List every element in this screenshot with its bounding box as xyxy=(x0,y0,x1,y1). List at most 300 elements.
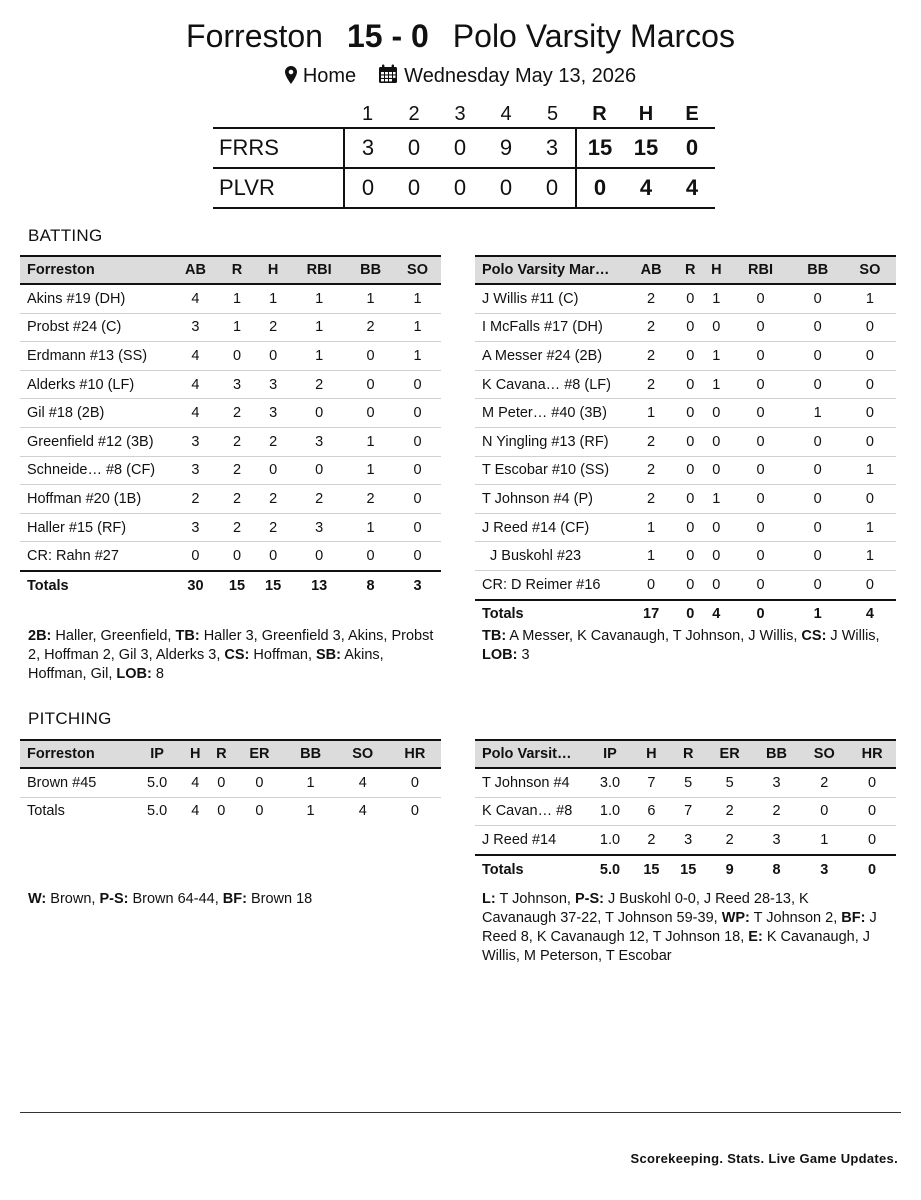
stat-cell: 0 xyxy=(792,513,844,542)
totals-cell: 1 xyxy=(306,803,315,820)
note-key: P-S: xyxy=(99,891,129,907)
table-row xyxy=(475,456,896,485)
stat-cell: 0 xyxy=(677,284,703,313)
stat-cell: 4 xyxy=(337,768,389,797)
player-name: N Yingling #13 (RF) xyxy=(475,427,625,456)
map-pin-icon xyxy=(285,64,297,92)
stat-cell: 1 xyxy=(703,485,729,514)
stat-cell: 0 xyxy=(729,542,791,571)
stat-cell: 0 xyxy=(677,399,703,428)
stat-cell: 0 xyxy=(347,399,394,428)
stat-cell: 1 xyxy=(394,284,441,313)
stat-cell: 0 xyxy=(848,768,896,797)
stat-cell: 0 xyxy=(792,313,844,342)
player-name: Akins #19 (DH) xyxy=(20,284,172,313)
stat-cell: 4 xyxy=(172,399,219,428)
column-header: ER xyxy=(707,740,753,768)
stat-cell: 0 xyxy=(729,456,791,485)
column-header: R xyxy=(208,740,234,768)
totals-cell: 13 xyxy=(291,571,347,600)
stat-cell: 4 xyxy=(172,342,219,371)
table-row xyxy=(20,542,441,571)
stat-cell: 2 xyxy=(291,370,347,399)
column-header: IP xyxy=(587,740,633,768)
stat-cell: 2 xyxy=(707,826,753,855)
stat-cell: 1 xyxy=(800,826,848,855)
pitching-notes-forreston xyxy=(28,890,443,909)
player-name: Erdmann #13 (SS) xyxy=(20,342,172,371)
table-row xyxy=(20,427,441,456)
linescore-team: PLVR xyxy=(213,168,344,208)
pitching-table-forreston xyxy=(20,739,441,825)
stat-cell: 5 xyxy=(670,768,707,797)
note-value: Hoffman, xyxy=(249,647,316,663)
totals-label: Totals xyxy=(20,571,172,600)
stat-cell: 0 xyxy=(703,570,729,599)
stat-cell: 2 xyxy=(255,313,291,342)
totals-cell: 15 xyxy=(255,571,291,600)
stat-cell: 3 xyxy=(172,513,219,542)
table-row xyxy=(20,399,441,428)
batting-notes-polo xyxy=(482,627,897,665)
pitching-table-polo xyxy=(475,739,896,883)
stat-cell: 2 xyxy=(347,485,394,514)
team-column-header: Polo Varsit… xyxy=(475,740,587,768)
stat-cell: 2 xyxy=(255,485,291,514)
note-value: T Johnson, xyxy=(495,891,575,907)
stat-cell: 3 xyxy=(172,456,219,485)
away-team-name: Forreston xyxy=(186,18,323,54)
column-header: BB xyxy=(792,256,844,284)
inning-score: 3 xyxy=(344,128,391,168)
stat-cell: 0 xyxy=(625,570,677,599)
stat-cell: 0 xyxy=(729,570,791,599)
inning-score: 0 xyxy=(529,168,576,208)
stat-cell: 7 xyxy=(670,797,707,826)
stat-cell: 0 xyxy=(394,399,441,428)
column-header: RBI xyxy=(291,256,347,284)
player-name: M Peter… #40 (3B) xyxy=(475,399,625,428)
errors-total: 0 xyxy=(669,128,715,168)
totals-cell: 15 xyxy=(219,571,255,600)
stat-cell: 0 xyxy=(792,427,844,456)
stat-cell: 2 xyxy=(219,399,255,428)
stat-cell: 0 xyxy=(677,456,703,485)
table-row xyxy=(20,370,441,399)
column-header: RBI xyxy=(729,256,791,284)
linescore-col: 2 xyxy=(408,102,420,125)
totals-cell: 3 xyxy=(394,571,441,600)
note-key: TB: xyxy=(482,628,507,644)
table-row xyxy=(475,570,896,599)
stat-cell: 1 xyxy=(291,313,347,342)
stat-cell: 0 xyxy=(677,513,703,542)
note-value: A Messer, K Cavanaugh, T Johnson, J Willis, xyxy=(506,628,802,644)
inning-score: 0 xyxy=(391,128,437,168)
note-value: J Buskohl 0-0, J Reed 28-13, K Cavanaugh 37-22, T Johnson 59-39, xyxy=(482,891,809,926)
stat-cell: 0 xyxy=(729,370,791,399)
stat-cell: 4 xyxy=(172,284,219,313)
stat-cell: 0 xyxy=(844,570,896,599)
note-value: Haller 3, Greenfield 3, Akins, Probst 2, Hoffman 2, Gil 3, Alderks 3, xyxy=(28,628,434,663)
stat-cell: 0 xyxy=(848,797,896,826)
stat-cell: 1 xyxy=(347,513,394,542)
stat-cell: 0 xyxy=(394,513,441,542)
note-value: 3 xyxy=(517,647,530,663)
table-row xyxy=(475,284,896,313)
table-row xyxy=(475,797,896,826)
table-row xyxy=(475,826,896,855)
errors-total: 4 xyxy=(669,168,715,208)
table-row xyxy=(475,313,896,342)
totals-cell: 9 xyxy=(707,855,753,884)
stat-cell: 2 xyxy=(219,513,255,542)
inning-score: 3 xyxy=(529,128,576,168)
note-key: W: xyxy=(28,891,47,907)
note-key: TB: xyxy=(175,628,200,644)
table-row xyxy=(20,485,441,514)
stat-cell: 3 xyxy=(291,427,347,456)
inning-score: 0 xyxy=(344,168,391,208)
note-key: CS: xyxy=(224,647,250,663)
player-name: CR: Rahn #27 xyxy=(20,542,172,571)
note-key: 2B: xyxy=(28,628,52,644)
stat-cell: 2 xyxy=(625,342,677,371)
stat-cell: 4 xyxy=(172,370,219,399)
batting-table-forreston xyxy=(20,255,441,600)
column-header: AB xyxy=(625,256,677,284)
stat-cell: 1.0 xyxy=(587,826,633,855)
table-row xyxy=(20,284,441,313)
stat-cell: 1 xyxy=(625,513,677,542)
stat-cell: 0 xyxy=(729,427,791,456)
stat-cell: 2 xyxy=(255,427,291,456)
player-name: CR: D Reimer #16 xyxy=(475,570,625,599)
stat-cell: 1 xyxy=(703,342,729,371)
note-key: P-S: xyxy=(574,891,604,907)
note-value: Brown, xyxy=(46,891,100,907)
note-key: E: xyxy=(748,929,763,945)
pitching-header-row xyxy=(475,740,896,768)
stat-cell: 0 xyxy=(792,284,844,313)
stat-cell: 0 xyxy=(394,485,441,514)
column-header: ER xyxy=(234,740,284,768)
stat-cell: 0 xyxy=(703,427,729,456)
note-key: L: xyxy=(482,891,496,907)
note-key: SB: xyxy=(316,647,341,663)
table-row xyxy=(475,427,896,456)
location-label: Home xyxy=(302,65,357,87)
note-key: BF: xyxy=(222,891,247,907)
final-score: 15 - 0 xyxy=(346,18,429,54)
column-header: SO xyxy=(844,256,896,284)
stat-cell: 0 xyxy=(234,768,284,797)
note-key: BF: xyxy=(841,910,866,926)
stat-cell: 3 xyxy=(670,826,707,855)
stat-cell: 0 xyxy=(792,456,844,485)
stat-cell: 0 xyxy=(219,542,255,571)
stat-cell: 3 xyxy=(172,313,219,342)
stat-cell: 0 xyxy=(208,768,234,797)
stat-cell: 0 xyxy=(848,826,896,855)
pitching-section-title: PITCHING xyxy=(28,709,112,728)
table-row xyxy=(20,342,441,371)
stat-cell: 0 xyxy=(792,342,844,371)
player-name: Probst #24 (C) xyxy=(20,313,172,342)
stat-cell: 0 xyxy=(255,542,291,571)
stat-cell: 0 xyxy=(394,370,441,399)
note-value: 8 xyxy=(151,666,164,682)
player-name: I McFalls #17 (DH) xyxy=(475,313,625,342)
batting-table-polo xyxy=(475,255,896,628)
stat-cell: 0 xyxy=(172,542,219,571)
stat-cell: 0 xyxy=(792,485,844,514)
column-header: H xyxy=(633,740,670,768)
stat-cell: 0 xyxy=(792,570,844,599)
stat-cell: 0 xyxy=(800,797,848,826)
linescore-col-hits: H xyxy=(638,102,654,125)
column-header: HR xyxy=(389,740,441,768)
totals-cell: 1 xyxy=(792,600,844,629)
player-name: T Johnson #4 (P) xyxy=(475,485,625,514)
linescore-col-runs: R xyxy=(592,102,607,125)
table-row xyxy=(475,768,896,797)
stat-cell: 0 xyxy=(394,427,441,456)
player-name: Schneide… #8 (CF) xyxy=(20,456,172,485)
stat-cell: 0 xyxy=(844,399,896,428)
batting-header-row xyxy=(475,256,896,284)
player-name: Alderks #10 (LF) xyxy=(20,370,172,399)
linescore-table xyxy=(213,101,715,209)
column-header: BB xyxy=(347,256,394,284)
column-header: SO xyxy=(394,256,441,284)
totals-cell: 0 xyxy=(677,600,703,629)
table-row xyxy=(20,513,441,542)
table-row xyxy=(475,485,896,514)
stat-cell: 0 xyxy=(729,313,791,342)
stat-cell: 0 xyxy=(347,542,394,571)
stat-cell: 2 xyxy=(347,313,394,342)
player-name: J Buskohl #23 xyxy=(475,542,625,571)
stat-cell: 0 xyxy=(291,456,347,485)
stat-cell: 0 xyxy=(844,370,896,399)
stat-cell: 0 xyxy=(677,485,703,514)
stat-cell: 1 xyxy=(844,456,896,485)
note-value: T Johnson 2, xyxy=(749,910,842,926)
home-team-name: Polo Varsity Marcos xyxy=(452,18,735,54)
stat-cell: 1 xyxy=(219,313,255,342)
player-name: T Johnson #4 xyxy=(475,768,587,797)
stat-cell: 0 xyxy=(347,342,394,371)
inning-score: 9 xyxy=(483,128,529,168)
stat-cell: 3 xyxy=(255,399,291,428)
stat-cell: 0 xyxy=(677,313,703,342)
player-name: Greenfield #12 (3B) xyxy=(20,427,172,456)
pitching-notes-polo xyxy=(482,890,882,966)
team-column-header: Forreston xyxy=(20,740,132,768)
totals-cell: 15 xyxy=(670,855,707,884)
totals-row xyxy=(475,600,896,629)
stat-cell: 1 xyxy=(347,456,394,485)
stat-cell: 2 xyxy=(219,456,255,485)
stat-cell: 2 xyxy=(633,826,670,855)
stat-cell: 3 xyxy=(219,370,255,399)
note-key: CS: xyxy=(801,628,827,644)
team-column-header: Forreston xyxy=(20,256,172,284)
stat-cell: 2 xyxy=(625,284,677,313)
totals-row xyxy=(20,571,441,600)
stat-cell: 1 xyxy=(844,284,896,313)
column-header: BB xyxy=(753,740,801,768)
stat-cell: 0 xyxy=(255,342,291,371)
stat-cell: 1 xyxy=(291,342,347,371)
stat-cell: 1 xyxy=(285,768,337,797)
stat-cell: 1.0 xyxy=(587,797,633,826)
footer-divider xyxy=(20,1112,901,1113)
stat-cell: 0 xyxy=(677,570,703,599)
stat-cell: 0 xyxy=(677,427,703,456)
column-header: R xyxy=(219,256,255,284)
stat-cell: 2 xyxy=(291,485,347,514)
player-name: K Cavan… #8 xyxy=(475,797,587,826)
stat-cell: 2 xyxy=(625,456,677,485)
game-date: Wednesday May 13, 2026 xyxy=(404,65,637,87)
column-header: BB xyxy=(285,740,337,768)
totals-label: Totals xyxy=(475,855,587,884)
stat-cell: 0 xyxy=(394,542,441,571)
player-name: J Reed #14 (CF) xyxy=(475,513,625,542)
game-title xyxy=(0,16,921,56)
runs-total: 0 xyxy=(576,168,623,208)
stat-cell: 1 xyxy=(347,284,394,313)
totals-cell: 4 xyxy=(844,600,896,629)
stat-cell: 3 xyxy=(753,826,801,855)
table-row xyxy=(20,313,441,342)
batting-notes-forreston xyxy=(28,627,443,684)
batting-header-row xyxy=(20,256,441,284)
stat-cell: 1 xyxy=(394,313,441,342)
calendar-icon xyxy=(378,64,398,92)
column-header: IP xyxy=(132,740,182,768)
stat-cell: 0 xyxy=(703,399,729,428)
stat-cell: 3 xyxy=(291,513,347,542)
hits-total: 15 xyxy=(623,128,669,168)
totals-cell: 4 xyxy=(191,803,200,820)
stat-cell: 0 xyxy=(792,370,844,399)
stat-cell: 1 xyxy=(394,342,441,371)
stat-cell: 5.0 xyxy=(132,768,182,797)
inning-score: 0 xyxy=(437,168,483,208)
stat-cell: 0 xyxy=(347,370,394,399)
column-header: SO xyxy=(800,740,848,768)
linescore-row-away xyxy=(213,128,715,168)
column-header: H xyxy=(255,256,291,284)
stat-cell: 0 xyxy=(844,485,896,514)
stat-cell: 5 xyxy=(707,768,753,797)
stat-cell: 2 xyxy=(219,427,255,456)
note-value: Akins, Hoffman, Gil, xyxy=(28,647,384,682)
stat-cell: 0 xyxy=(729,485,791,514)
stat-cell: 0 xyxy=(291,399,347,428)
stat-cell: 2 xyxy=(707,797,753,826)
column-header: R xyxy=(670,740,707,768)
totals-cell: 8 xyxy=(347,571,394,600)
player-name: A Messer #24 (2B) xyxy=(475,342,625,371)
inning-score: 0 xyxy=(437,128,483,168)
stat-cell: 4 xyxy=(182,768,208,797)
stat-cell: 0 xyxy=(703,513,729,542)
table-row xyxy=(475,542,896,571)
column-header: H xyxy=(182,740,208,768)
stat-cell: 0 xyxy=(703,542,729,571)
stat-cell: 7 xyxy=(633,768,670,797)
inning-score: 0 xyxy=(483,168,529,208)
stat-cell: 0 xyxy=(792,542,844,571)
linescore-col: 1 xyxy=(361,102,374,125)
totals-row xyxy=(20,797,441,825)
column-header: AB xyxy=(172,256,219,284)
stat-cell: 3 xyxy=(753,768,801,797)
column-header: H xyxy=(703,256,729,284)
column-header: SO xyxy=(337,740,389,768)
note-value: Brown 64-44, xyxy=(128,891,223,907)
stat-cell: 1 xyxy=(291,284,347,313)
runs-total: 15 xyxy=(576,128,623,168)
totals-cell: 5.0 xyxy=(587,855,633,884)
stat-cell: 0 xyxy=(389,768,441,797)
totals-cell: 0 xyxy=(255,803,264,820)
linescore-col-errors: E xyxy=(685,102,699,125)
stat-cell: 0 xyxy=(677,342,703,371)
stat-cell: 0 xyxy=(703,456,729,485)
note-value: K Cavanaugh, J Willis, M Peterson, T Escobar xyxy=(482,929,871,964)
totals-cell: 0 xyxy=(848,855,896,884)
stat-cell: 0 xyxy=(394,456,441,485)
stat-cell: 2 xyxy=(172,485,219,514)
player-name: Hoffman #20 (1B) xyxy=(20,485,172,514)
stat-cell: 1 xyxy=(255,284,291,313)
stat-cell: 2 xyxy=(625,313,677,342)
stat-cell: 2 xyxy=(625,485,677,514)
stat-cell: 0 xyxy=(703,313,729,342)
player-name: J Reed #14 xyxy=(475,826,587,855)
note-value: J Reed 8, K Cavanaugh 12, T Johnson 18, xyxy=(482,910,877,945)
player-name: Brown #45 xyxy=(20,768,132,797)
totals-cell: 4 xyxy=(358,803,367,820)
table-row xyxy=(20,768,441,797)
stat-cell: 3 xyxy=(172,427,219,456)
stat-cell: 0 xyxy=(844,427,896,456)
team-column-header: Polo Varsity Mar… xyxy=(475,256,625,284)
totals-cell: 0 xyxy=(410,803,419,820)
table-row xyxy=(20,456,441,485)
stat-cell: 1 xyxy=(625,542,677,571)
stat-cell: 1 xyxy=(625,399,677,428)
stat-cell: 0 xyxy=(677,370,703,399)
linescore-team: FRRS xyxy=(213,128,344,168)
hits-total: 4 xyxy=(623,168,669,208)
stat-cell: 0 xyxy=(219,342,255,371)
totals-cell: 15 xyxy=(633,855,670,884)
totals-cell: 17 xyxy=(625,600,677,629)
table-row xyxy=(475,399,896,428)
linescore-col: 3 xyxy=(454,102,466,125)
linescore-header-row xyxy=(213,101,715,128)
stat-cell: 0 xyxy=(729,399,791,428)
stat-cell: 1 xyxy=(844,542,896,571)
totals-label: Totals xyxy=(475,600,625,629)
pitching-header-row xyxy=(20,740,441,768)
